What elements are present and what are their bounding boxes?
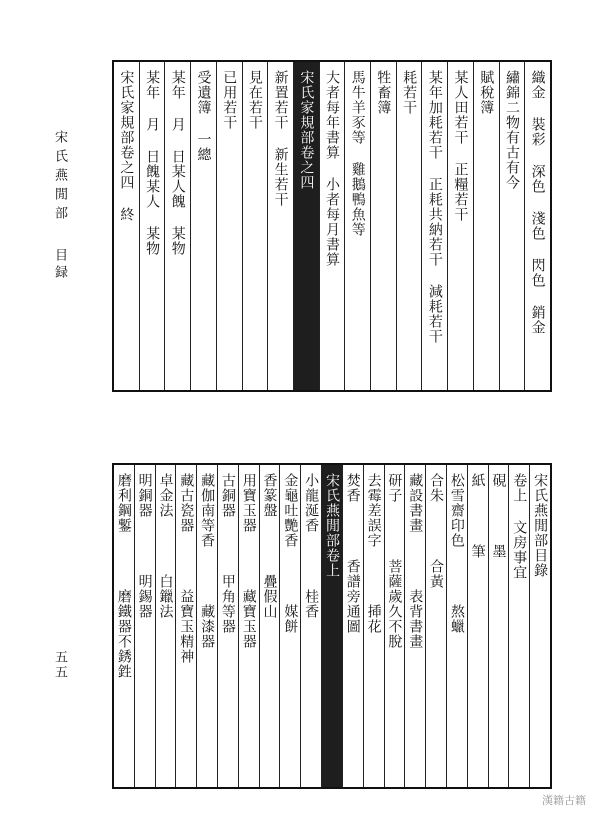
- entry-lower: 媒餅: [282, 604, 299, 634]
- text-column: [155, 465, 176, 787]
- text-column: [134, 465, 155, 787]
- entry-upper: 小龍涎香: [303, 473, 320, 533]
- text-column: [363, 465, 384, 787]
- bottom-page: [112, 463, 552, 789]
- entry-upper: 香篆盤: [261, 473, 278, 518]
- entry-lower: 益寶玉精神: [178, 589, 195, 664]
- entry-upper: 藏設書畫: [407, 473, 424, 533]
- entry-upper: 藏古瓷器: [178, 473, 195, 533]
- text-column: [425, 465, 446, 787]
- entry-lower: 白鑞法: [157, 574, 174, 619]
- text-column: [114, 62, 139, 390]
- text-column: [344, 62, 370, 390]
- entry-lower: 磨鐵器不銹鉎: [115, 589, 132, 679]
- entry-upper: 用寶玉器: [240, 473, 257, 533]
- entry-upper: 研子: [386, 473, 403, 503]
- entry-upper: 焚香: [344, 473, 361, 503]
- column-text: 牲畜簿: [375, 70, 392, 115]
- text-column: [488, 465, 509, 787]
- fold-column: [293, 62, 319, 390]
- entry-lower: 香譜旁通圖: [344, 559, 361, 634]
- watermark: 漢籍古籍: [542, 794, 586, 807]
- entry-lower: 甲角等器: [219, 574, 236, 634]
- column-text: 大者每年書算 小者每月書算: [324, 70, 341, 267]
- text-column: [473, 62, 499, 390]
- bottom-page-columns: [114, 465, 550, 787]
- text-column: [300, 465, 321, 787]
- column-text: 某人田若干 正糧若干: [452, 70, 469, 222]
- text-column: [524, 62, 550, 390]
- text-column: [238, 465, 259, 787]
- fold-column: [321, 465, 342, 787]
- page-number: 五五: [52, 650, 67, 680]
- text-column: [384, 465, 405, 787]
- text-column: [259, 465, 280, 787]
- entry-lower: 疊假山: [261, 574, 278, 619]
- entry-lower: 墨: [490, 544, 507, 559]
- top-page-columns: [114, 62, 550, 390]
- column-text: 見在若干: [246, 70, 263, 130]
- column-text: 新置若干 新生若干: [272, 70, 289, 207]
- column-text: 某年加耗若干 正耗共納若干 減耗若干: [426, 70, 443, 344]
- column-text: 繡錦二物有古有今: [503, 70, 520, 190]
- entry-upper: 卷上 文房事宜: [511, 473, 528, 580]
- top-page: [112, 60, 552, 392]
- text-column: [404, 465, 425, 787]
- text-column: [370, 62, 396, 390]
- entry-upper: 磨利鋼鏨: [115, 473, 132, 533]
- entry-lower: 桂香: [303, 589, 320, 619]
- text-column: [190, 62, 216, 390]
- text-column: [196, 465, 217, 787]
- text-column: [421, 62, 447, 390]
- text-column: [508, 465, 529, 787]
- entry-lower: 藏漆器: [199, 604, 216, 649]
- column-text: 已用若干: [221, 70, 238, 130]
- text-column: [467, 465, 488, 787]
- column-text: 織金 裝彩 深色 淺色 閃色 銷金: [529, 70, 546, 335]
- text-column: [114, 465, 134, 787]
- entry-lower: 筆: [469, 544, 486, 559]
- text-column: [499, 62, 525, 390]
- text-column: [267, 62, 293, 390]
- text-column: [242, 62, 268, 390]
- entry-upper: 宋氏燕閒部目錄: [532, 473, 549, 578]
- text-column: [279, 465, 300, 787]
- text-column: [216, 62, 242, 390]
- text-column: [175, 465, 196, 787]
- entry-lower: 合黃: [428, 559, 445, 589]
- column-text: 宋氏家規部卷之四 終: [118, 70, 135, 222]
- column-text: 某年 月 日餽某人 某物: [144, 70, 161, 256]
- entry-lower: 表背書畫: [407, 589, 424, 649]
- entry-upper: 明銅器: [136, 473, 153, 518]
- text-column: [446, 465, 467, 787]
- entry-upper: 金龜吐艷香: [282, 473, 299, 548]
- text-column: [319, 62, 345, 390]
- text-column: [396, 62, 422, 390]
- column-text: 受遺簿 一總: [195, 70, 212, 162]
- section-label: 目録: [52, 248, 67, 282]
- entry-upper: 硯: [490, 473, 507, 488]
- entry-upper: 藏伽南等香: [199, 473, 216, 548]
- entry-lower: 熬蠟: [448, 604, 465, 634]
- running-title: 宋氏燕閒部: [52, 130, 67, 225]
- column-text: 賦稅簿: [478, 70, 495, 115]
- entry-upper: 去霉差誤字: [365, 473, 382, 548]
- entry-upper: 紙: [469, 473, 486, 488]
- entry-upper: 古銅器: [219, 473, 236, 518]
- entry-upper: 宋氏燕閒部卷上: [323, 473, 340, 578]
- text-column: [164, 62, 190, 390]
- column-text: 某年 月 日某人餽 某物: [169, 70, 186, 256]
- entry-upper: 松雪齋印色: [448, 473, 465, 548]
- entry-lower: 揷花: [365, 604, 382, 634]
- text-column: [217, 465, 238, 787]
- text-column: [139, 62, 165, 390]
- text-column: [447, 62, 473, 390]
- entry-lower: 明錫器: [136, 574, 153, 619]
- entry-lower: 菩薩歲久不脫: [386, 559, 403, 649]
- entry-upper: 合朱: [428, 473, 445, 503]
- entry-lower: 藏寶玉器: [240, 589, 257, 649]
- entry-upper: 卓金法: [157, 473, 174, 518]
- text-column: [529, 465, 550, 787]
- column-text: 馬牛羊豕等 雞鵝鴨魚等: [349, 70, 366, 237]
- fold-text: 宋氏家規部卷之四: [298, 70, 315, 190]
- column-text: 耗若干: [401, 70, 418, 115]
- text-column: [342, 465, 363, 787]
